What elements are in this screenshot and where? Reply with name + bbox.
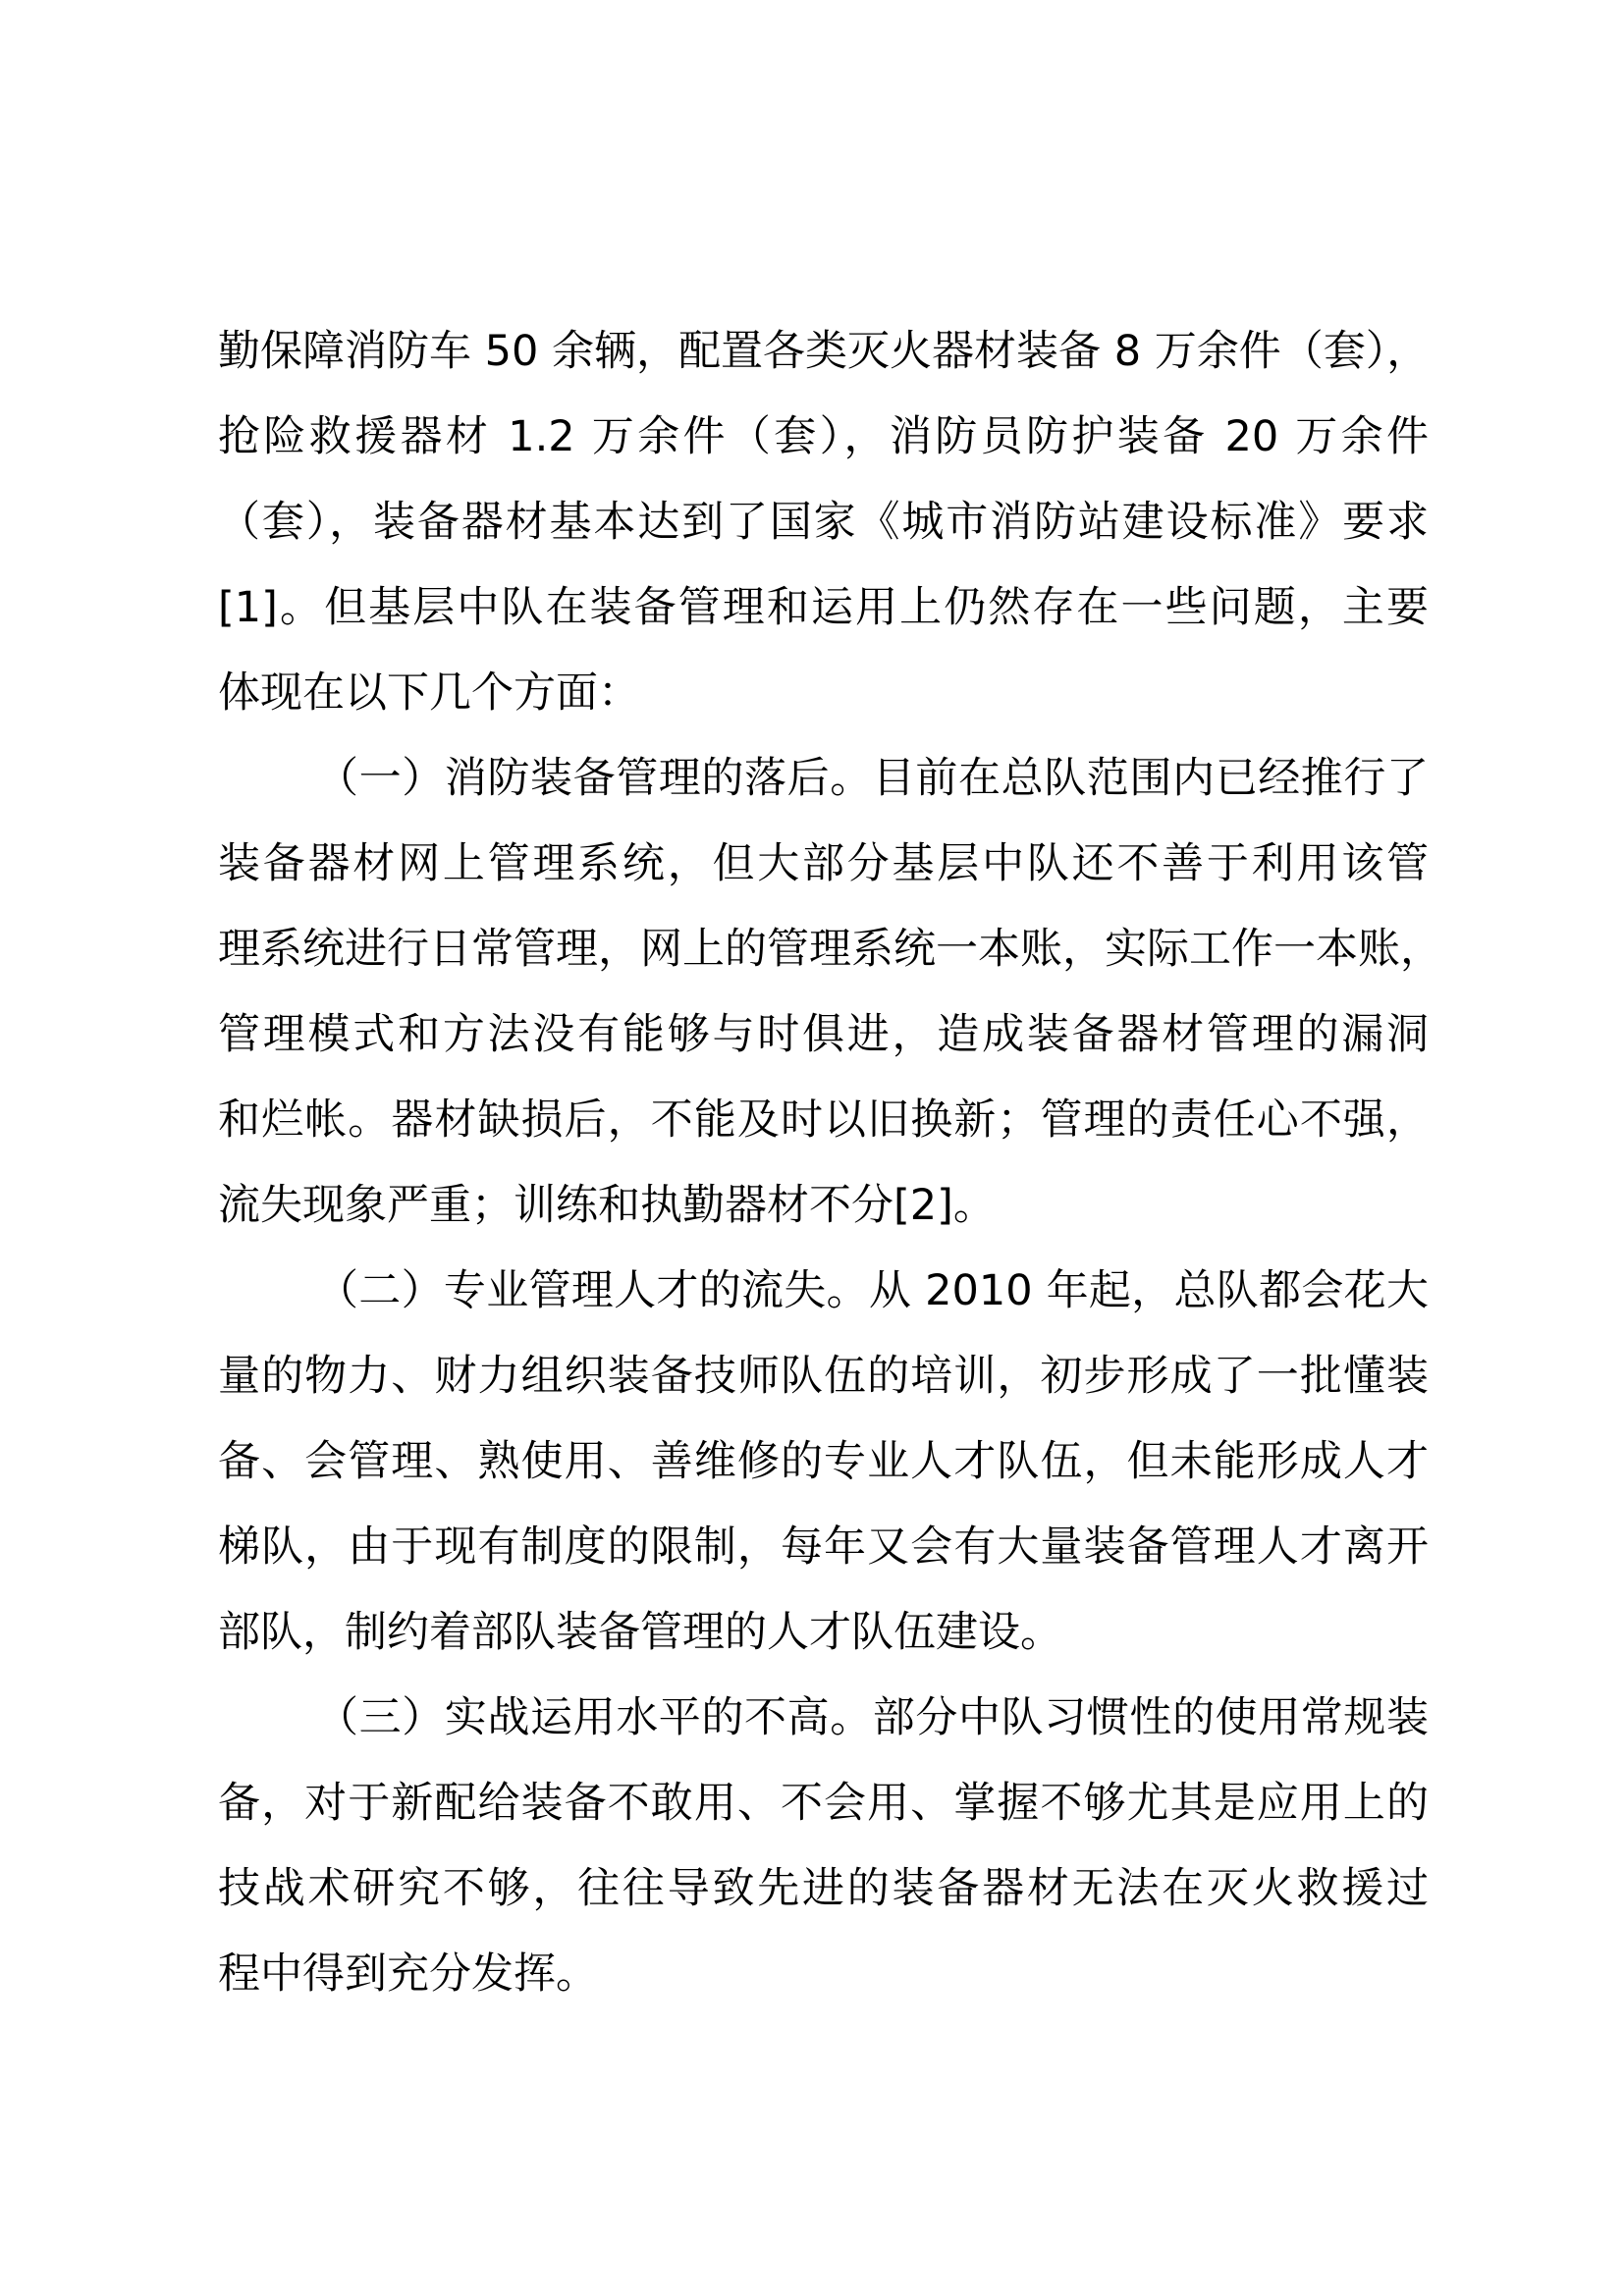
text-line: 备，对于新配给装备不敢用、不会用、掌握不够尤其是应用上的 [218, 1779, 1429, 1828]
text-line: （三）实战运用水平的不高。部分中队习惯性的使用常规装 [316, 1693, 1429, 1742]
text-line: [1]。但基层中队在装备管理和运用上仍然存在一些问题，主要 [218, 583, 1429, 632]
text-line: （二）专业管理人才的流失。从 2010 年起，总队都会花大 [316, 1266, 1429, 1315]
text-line: （套），装备器材基本达到了国家《城市消防站建设标准》要求 [218, 498, 1429, 547]
text-line: 装备器材网上管理系统，但大部分基层中队还不善于利用该管 [218, 839, 1429, 888]
text-line: 管理模式和方法没有能够与时俱进，造成装备器材管理的漏洞 [218, 1010, 1429, 1059]
text-line: 技战术研究不够，往往导致先进的装备器材无法在灭火救援过 [218, 1864, 1429, 1913]
text-line: 理系统进行日常管理，网上的管理系统一本账，实际工作一本账， [218, 925, 1442, 974]
text-line: 抢险救援器材 1.2 万余件（套），消防员防护装备 20 万余件 [218, 412, 1429, 461]
text-line: 备、会管理、熟使用、善维修的专业人才队伍，但未能形成人才 [218, 1437, 1429, 1486]
text-line: （一）消防装备管理的落后。目前在总队范围内已经推行了 [316, 754, 1429, 803]
text-line: 量的物力、财力组织装备技师队伍的培训，初步形成了一批懂装 [218, 1352, 1429, 1401]
text-line: 和烂帐。器材缺损后，不能及时以旧换新；管理的责任心不强， [218, 1095, 1429, 1145]
text-line: 流失现象严重；训练和执勤器材不分[2]。 [218, 1181, 996, 1230]
text-line: 程中得到充分发挥。 [218, 1949, 598, 1999]
text-line: 勤保障消防车 50 余辆，配置各类灭火器材装备 8 万余件（套）， [218, 327, 1430, 376]
text-line: 体现在以下几个方面： [218, 668, 640, 718]
text-line: 部队，制约着部队装备管理的人才队伍建设。 [218, 1608, 1062, 1657]
text-line: 梯队，由于现有制度的限制，每年又会有大量装备管理人才离开 [218, 1522, 1429, 1572]
